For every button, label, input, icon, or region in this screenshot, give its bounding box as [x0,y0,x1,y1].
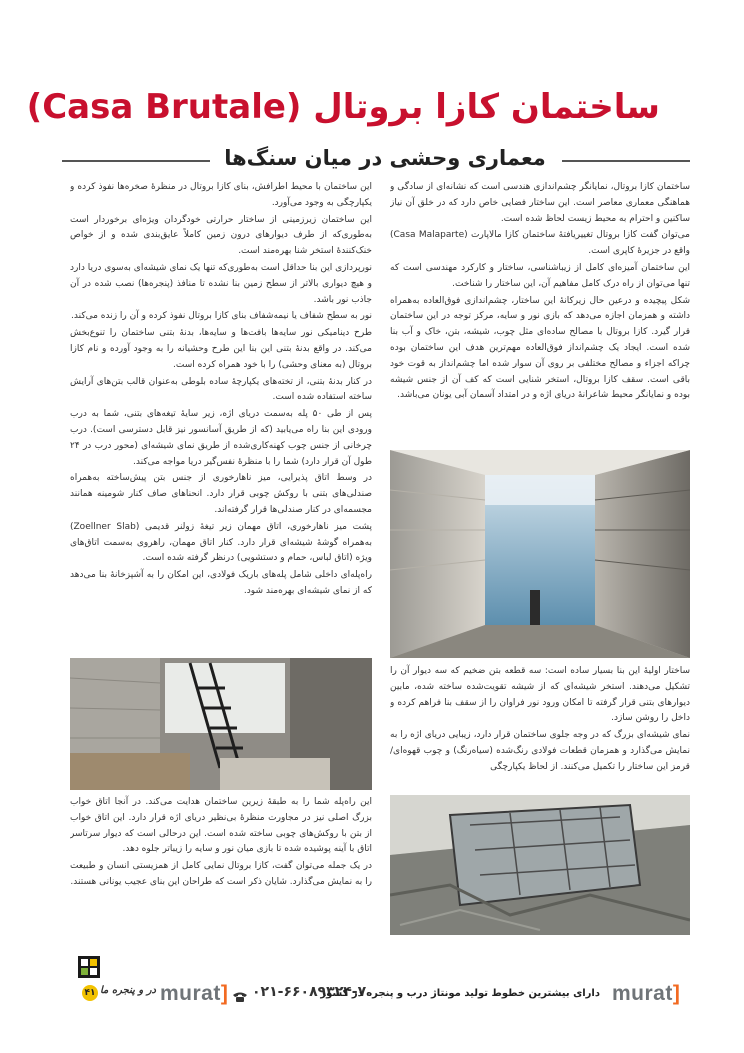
brand-accent-mark: ] [672,982,681,1005]
paragraph: نمای شیشه‌ای بزرگ که در وجه جلوی ساختمان قرار دارد، زیبایی دریای اژه را به نمایش می‌گذارد و همزمان قطعات فولادی رنگ‌شده (سیاه‌رنگ) و چوب قهوه‌ای/قرمز این ساختار را تکمیل می‌کنند. از لحاظ یکپارچگی [390,730,690,772]
paragraph: می‌توان گفت کازا بروتال تغییریافتهٔ ساختمان کازا مالاپارت (Casa Malaparte) واقع در جزیرهٔ کاپری است. [390,230,690,257]
brand-accent-mark: ] [220,982,229,1005]
paragraph: نورپردازی این بنا حداقل است به‌طوری‌که تنها یک نمای شیشه‌ای به‌سوی دریا دارد و هیچ دیواری بالاتر از سطح زمین بنا نشده تا منافذ (پنجره‌ها) نصب شده در آن جاذب نور باشد. [70,262,372,305]
paragraph: این ساختمان زیرزمینی از ساختار حرارتی خودگردان ویژه‌ای برخوردار است به‌طوری‌که از طرف دیوارهای درون زمین کاملاً عایق‌بندی شده و از خواص خنک‌کنندهٔ استخر شنا بهره‌مند است. [70,214,372,257]
paragraph: ساختار اولیهٔ این بنا بسیار ساده است: سه قطعه بتن ضخیم که سه دیوار آن را تشکیل می‌دهند. استخر شیشه‌ای که از شیشه تقویت‌شده ساخته شده، مابین دیوارهای بتنی قرار گرفته تا امکان ورود نور فراوان را از سقف بنا فراهم کرده و داخل را روشن سازد. [390,666,690,724]
brand-wordmark: murat [160,982,221,1005]
paragraph: پس از طی ۵۰ پله به‌سمت دریای اژه، زیر سایهٔ تیغه‌های بتنی، شما به درب ورودی این بنا راه می‌یابید (که از طریق آسانسور نیز قابل دسترسی است). درب چرخانی از جنس چوب کهنه‌کاری‌شده از طریق نمای شیشه‌ای (محور درب در ۲۴ طول آن قرار دارد) شما را با منظرهٔ نفس‌گیر دریا مواجه می‌کند. [70,409,372,467]
paragraph: شکل پیچیده و درعین حال زیرکانهٔ این ساختار، چشم‌اندازی فوق‌العاده به‌همراه داشته و همزمان اجازه می‌دهد که بازی نور و سایه، مرکز توجه در این ساختمان قرار گیرد. کازا بروتال با مصالح ساده‌ای مثل چوب، شیشه، بتن، خاک و آب بنا شده است. ایجاد یک چشم‌انداز فوق‌العاده مهم‌ترین هدف این ساختمان بوده چراکه اجزاء و مصالح مختلفی بر روی آن سوار شده اما چشم‌انداز به قوت خود باقی است. سقف کازا بروتال، استخر شنایی است که کف آن از جنس شیشه بوده و نمایانگر محیط شاعرانهٔ دریای اژه و در امتداد آسمان آبی یونان می‌باشد. [390,295,690,401]
paragraph: این ساختمان آمیزه‌ای کامل از زیباشناسی، ساختار و کارکرد مهندسی است که تنها می‌توان از راه درک کامل مفاهیم آن، این ساختار را شناخت. [390,262,690,289]
paragraph: طرح دینامیکی نور سایه‌ها بافت‌ها و سایه‌ها، بدنهٔ بتنی ساختمان را تنوع‌بخش می‌کند. در واقع بدنهٔ بتنی این بنا این طرح وحشیانه را به وجود آورده و نام کازا بروتال (به معنای وحشی) را با خود همراه کرده است. [70,328,372,370]
paragraph: در یک جمله می‌توان گفت، کازا بروتال نمایی کامل از همزیستی انسان و طبیعت را به نمایش می‌گذارد. شایان ذکر است که طراحان این بنای عجیب یونانی هستند. [70,861,372,887]
page-number: ۴۱ [82,985,98,1001]
footer-tagline: دارای بیشترین خطوط تولید مونتاژ درب و پنجره در کشور [320,988,600,999]
left-column-text [70,180,372,654]
subtitle-rule-right [562,160,690,162]
paragraph: پشت میز ناهارخوری، اتاق مهمان زیر تیغهٔ زولنر قدیمی (Zoellner Slab) به‌همراه گوشهٔ شیشه‌ای قرار دارد. کنار اتاق مهمان، راهروی به‌سمت اتاق‌های ویژه (اتاق لباس، حمام و دستشویی) درنظر گرفته شده است. [70,521,372,564]
magazine-logo [72,954,106,982]
photo-interior-staircase [70,658,372,790]
right-caption-text [390,664,690,792]
paragraph: در کنار بدنهٔ بتنی، از تخته‌های یکپارچهٔ ساده بلوطی به‌عنوان قالب بتن‌های آرایش ساخته استفاده شده است. [70,376,372,403]
brand-logo-right [612,982,680,1006]
photo-glass-pool-view [390,450,690,658]
paragraph: این ساختمان با محیط اطرافش، بنای کازا بروتال در منظرهٔ صخره‌ها نفوذ کرده و یکپارچگی به وجود می‌آورد. [70,182,372,208]
photo-facade-cliff [390,795,690,935]
footer-phone: ۰۲۱-۶۶۰۸۹۳۲۴-۷ [252,984,367,1000]
subtitle-rule-left [62,160,210,162]
paragraph: در وسط اتاق پذیرایی، میز ناهارخوری از جنس بتن پیش‌ساخته به‌همراه صندلی‌های بتنی با روکش چوبی قرار دارد. انحناهای صاف کنار شومینه همانند مجسمه‌ای در کنار صندلی‌ها قرار گرفته‌اند. [70,473,372,515]
magazine-name: در و پنجره ما [100,985,156,996]
right-column-text [390,180,690,446]
brand-logo-left [160,982,228,1006]
phone-icon [232,988,248,1000]
page-title: ساختمان کازا بروتال (Casa Brutale) [26,87,660,127]
brand-wordmark: murat [612,982,673,1005]
paragraph: ساختمان کازا بروتال، نمایانگر چشم‌اندازی هندسی است که نشانه‌ای از سادگی و هماهنگی معماری معاصر است. این ساختار فضایی خاص دارد که در خلق آن نیاز ساکنین و احترام به محیط زیست لحاظ شده است. [390,182,690,224]
paragraph: این راه‌پله شما را به طبقهٔ زیرین ساختمان هدایت می‌کند. در آنجا اتاق خواب بزرگ اصلی نیز در مجاورت منظرهٔ بی‌نظیر دریای اژه قرار دارد. این اتاق خواب از بتن با روکش‌های چوبی ساخته شده است. این درحالی است که دیوار سرتاسر اتاق با آینه پوشیده شده تا بازی میان نور و سایه را زیباتر جلوه دهد. [70,797,372,855]
left-caption-text [70,795,372,935]
paragraph: راه‌پله‌ای داخلی شامل پله‌های باریک فولادی، این امکان را به آشپزخانهٔ بنا می‌دهد که از نمای شیشه‌ای بهره‌مند شود. [70,570,372,596]
page-subtitle: معماری وحشی در میان سنگ‌ها [224,146,546,170]
paragraph: نور به سطح شفاف یا نیمه‌شفاف بنای کازا بروتال نفوذ کرده و آن را زنده می‌کند. [71,311,372,322]
